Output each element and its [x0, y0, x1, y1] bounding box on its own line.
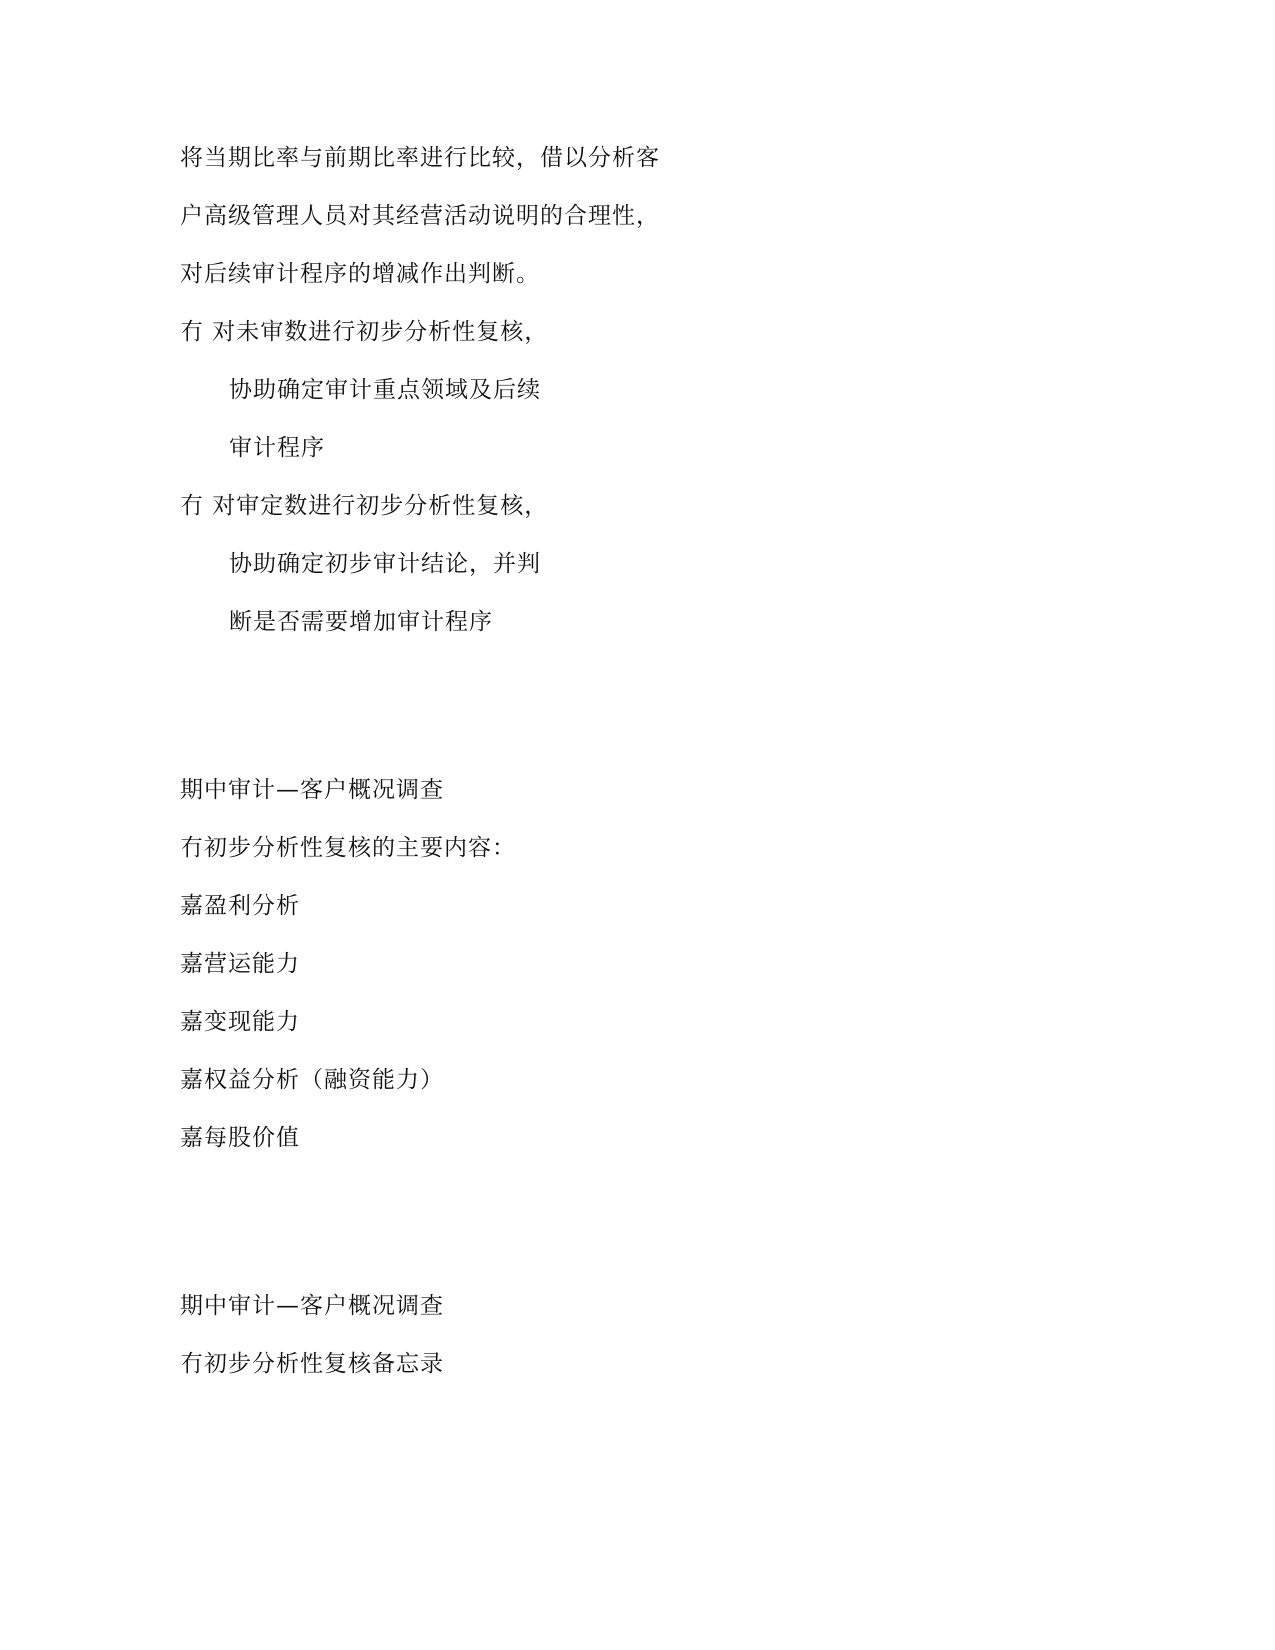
indented-line: 审计程序: [229, 435, 325, 461]
section-subtitle: 冇初步分析性复核备忘录: [180, 1351, 444, 1377]
section-subtitle: 冇初步分析性复核的主要内容：: [180, 835, 516, 861]
list-item: 嘉变现能力: [180, 1009, 300, 1035]
list-item: 嘉每股价值: [180, 1125, 300, 1151]
indented-line: 协助确定初步审计结论，并判: [229, 551, 541, 577]
paragraph-line: 户高级管理人员对其经营活动说明的合理性，: [180, 203, 660, 229]
paragraph-line: 将当期比率与前期比率进行比较，借以分析客: [180, 145, 660, 171]
indented-line: 协助确定审计重点领域及后续: [229, 377, 541, 403]
section-title: 期中审计—客户概况调查: [180, 1293, 444, 1319]
bullet-line: 冇 对审定数进行初步分析性复核，: [180, 493, 549, 519]
section-title: 期中审计—客户概况调查: [180, 777, 444, 803]
list-item: 嘉营运能力: [180, 951, 300, 977]
indented-line: 断是否需要增加审计程序: [229, 609, 493, 635]
list-item: 嘉盈利分析: [180, 893, 300, 919]
bullet-line: 冇 对未审数进行初步分析性复核，: [180, 319, 549, 345]
paragraph-line: 对后续审计程序的增减作出判断。: [180, 261, 540, 287]
list-item: 嘉权益分析（融资能力）: [180, 1067, 444, 1093]
